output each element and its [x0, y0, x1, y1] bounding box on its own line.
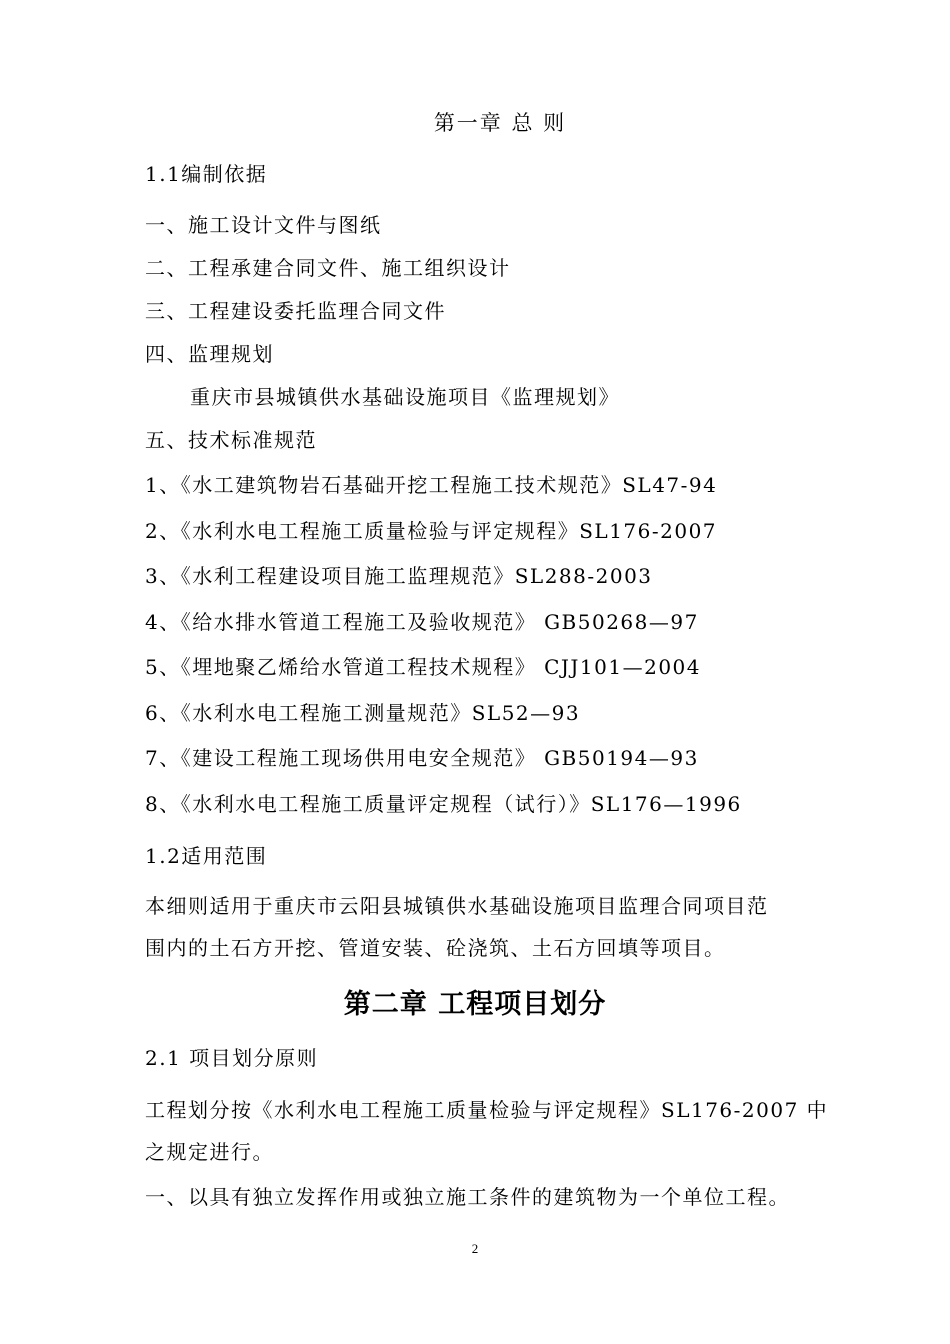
- page-number: 2: [471, 1241, 479, 1256]
- standard-item-1: 1、《水工建筑物岩石基础开挖工程施工技术规范》SL47-94: [145, 473, 718, 497]
- division-rule-1: 一、以具有独立发挥作用或独立施工条件的建筑物为一个单位工程。: [145, 1185, 790, 1209]
- standard-item-3: 3、《水利工程建设项目施工监理规范》SL288-2003: [145, 564, 653, 588]
- scope-line-2: 围内的土石方开挖、管道安装、砼浇筑、土石方回填等项目。: [145, 936, 726, 960]
- standard-item-8: 8、《水利水电工程施工质量评定规程（试行）》SL176—1996: [145, 792, 742, 816]
- chapter-1-title: 第一章 总 则: [433, 111, 567, 135]
- basis-item-4: 四、监理规划: [145, 342, 274, 366]
- section-2-1-heading: 2.1 项目划分原则: [145, 1046, 319, 1070]
- chapter-2-title: 第二章 工程项目划分: [343, 989, 607, 1020]
- scope-line-1: 本细则适用于重庆市云阳县城镇供水基础设施项目监理合同项目范: [145, 894, 769, 918]
- division-intro-line-1: 工程划分按《水利水电工程施工质量检验与评定规程》SL176-2007 中: [145, 1098, 829, 1122]
- division-intro-line-2: 之规定进行。: [145, 1140, 274, 1164]
- section-1-2-heading: 1.2适用范围: [145, 844, 268, 868]
- basis-item-3: 三、工程建设委托监理合同文件: [145, 299, 446, 323]
- basis-item-2: 二、工程承建合同文件、施工组织设计: [145, 256, 511, 280]
- section-1-1-heading: 1.1编制依据: [145, 162, 268, 186]
- standards-heading: 五、技术标准规范: [145, 428, 317, 452]
- standard-item-5: 5、《埋地聚乙烯给水管道工程技术规程》 CJJ101—2004: [145, 655, 701, 679]
- standard-item-4: 4、《给水排水管道工程施工及验收规范》 GB50268—97: [145, 610, 699, 634]
- supervision-plan-name: 重庆市县城镇供水基础设施项目《监理规划》: [190, 385, 620, 409]
- standard-item-2: 2、《水利水电工程施工质量检验与评定规程》SL176-2007: [145, 519, 718, 543]
- standard-item-7: 7、《建设工程施工现场供用电安全规范》 GB50194—93: [145, 746, 699, 770]
- basis-item-1: 一、施工设计文件与图纸: [145, 213, 382, 237]
- standard-item-6: 6、《水利水电工程施工测量规范》SL52—93: [145, 701, 581, 725]
